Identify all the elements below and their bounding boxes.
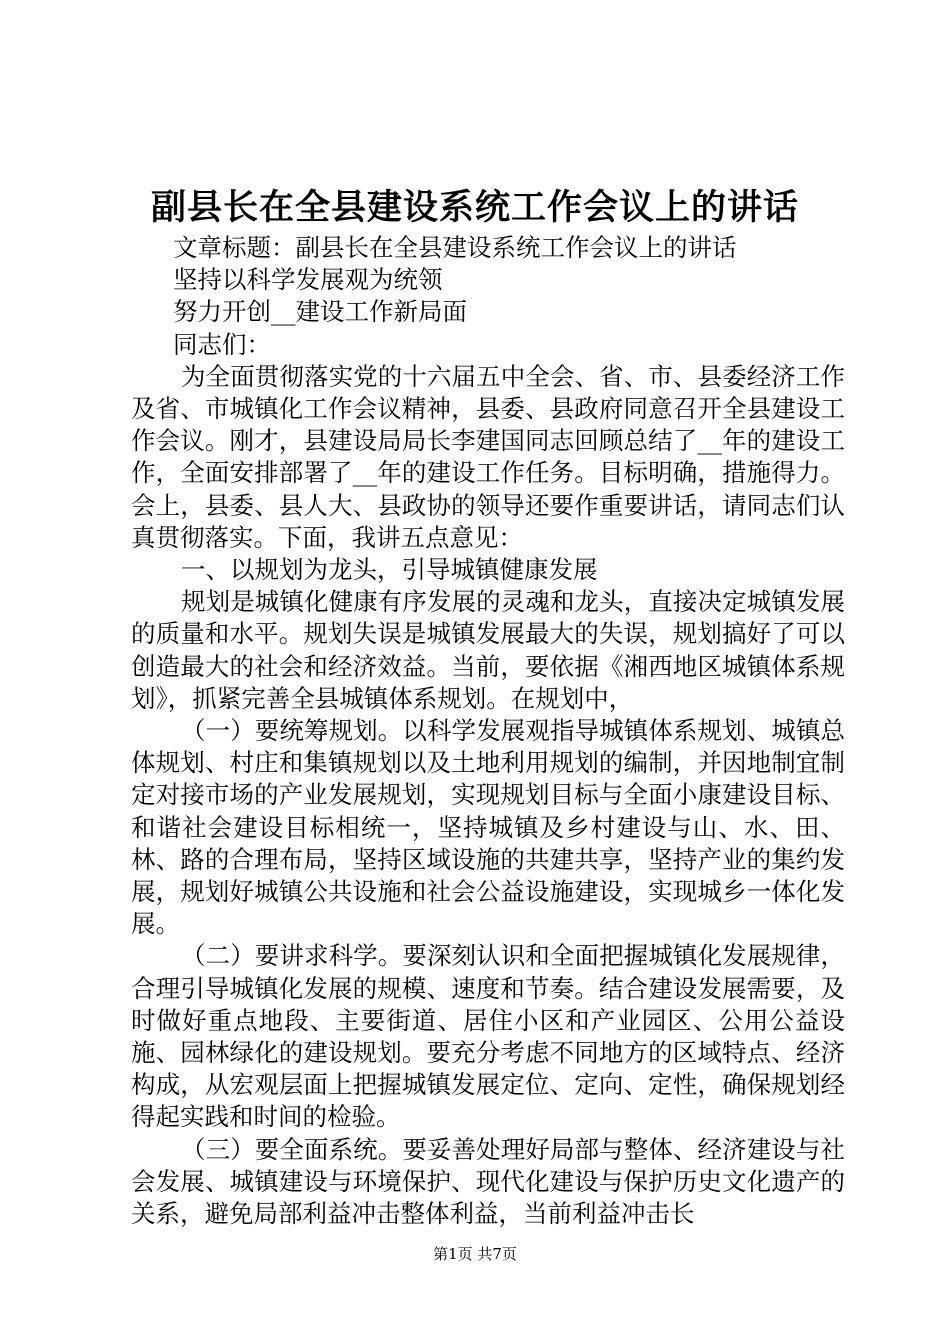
document-title: 副县长在全县建设系统工作会议上的讲话 [150, 187, 799, 228]
paragraph-intro: 为全面贯彻落实党的十六届五中全会、省、市、县委经济工作及省、市城镇化工作会议精神，县委、县政府同意召开全县建设工作会议。刚才，县建设局局长李建国同志回顾总结了__年的建设工作，全面安排部署了__年的建设工作任务。目标明确，措施得力。会上，县委、县人大、县政协的领导还要作重要讲话，请同志们认真贯彻落实。下面，我讲五点意见： [131, 361, 845, 552]
article-title-line: 文章标题：副县长在全县建设系统工作会议上的讲话 [173, 233, 737, 262]
page-footer: 第1页 共7页 [433, 1245, 517, 1263]
paragraph-point-1: （一）要统筹规划。以科学发展观指导城镇体系规划、城镇总体规划、村庄和集镇规划以及土地利用规划的编制，并因地制宜制定对接市场的产业发展规划，实现规划目标与全面小康建设目标、和谐社会建设目标相统一，坚持城镇及乡村建设与山、水、田、林、路的合理布局，坚持区域设施的共建共享，坚持产业的集约发展，规划好城镇公共设施和社会公益设施建设，实现城乡一体化发展。 [131, 716, 845, 939]
salutation: 同志们： [173, 329, 271, 359]
paragraph-point-3: （三）要全面系统。要妥善处理好局部与整体、经济建设与社会发展、城镇建设与环境保护、现代化建设与保护历史文化遗产的关系，避免局部利益冲击整体利益，当前利益冲击长 [131, 1134, 845, 1229]
document-body [131, 232, 845, 1230]
subtitle-line-2: 努力开创__建设工作新局面 [173, 297, 467, 327]
subtitle-line-1: 坚持以科学发展观为统领 [173, 265, 443, 295]
paragraph-planning: 规划是城镇化健康有序发展的灵魂和龙头，直接决定城镇发展的质量和水平。规划失误是城镇发展最大的失误，规划搞好了可以创造最大的社会和经济效益。当前，要依据《湘西地区城镇体系规划》，抓紧完善全县城镇体系规划。在规划中， [131, 587, 845, 713]
paragraph-point-2: （二）要讲求科学。要深刻认识和全面把握城镇化发展规律，合理引导城镇化发展的规模、速度和节奏。结合建设发展需要，及时做好重点地段、主要街道、居住小区和产业园区、公用公益设施、园林绿化的建设规划。要充分考虑不同地方的区域特点、经济构成，从宏观层面上把握城镇发展定位、定向、定性，确保规划经得起实践和时间的检验。 [131, 941, 845, 1132]
section-heading-1: 一、以规划为龙头，引导城镇健康发展 [181, 555, 598, 585]
